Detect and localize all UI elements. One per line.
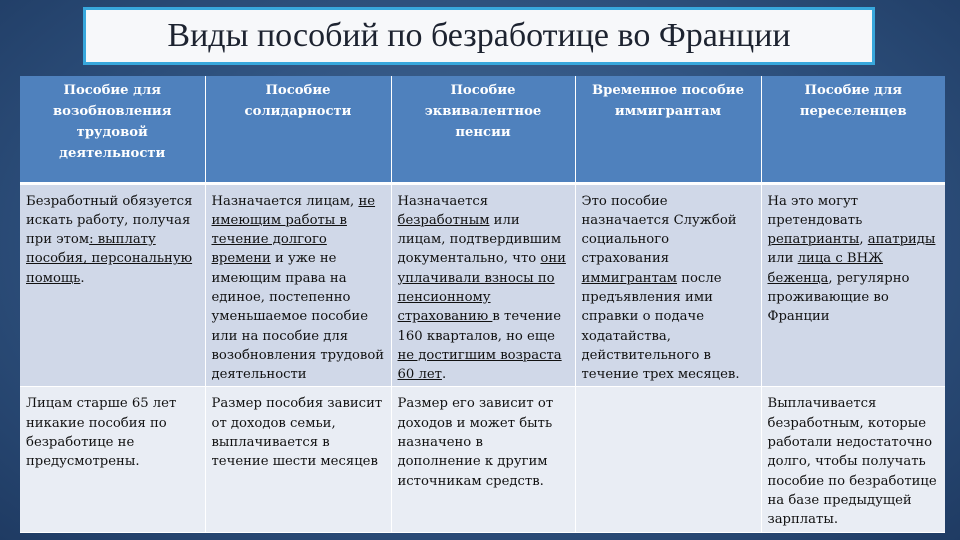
underlined-text: они уплачивали взносы по пенсионному страхованию — [397, 251, 566, 325]
table-cell — [205, 183, 391, 387]
header-cell: Пособие для переселенцев — [761, 76, 945, 183]
cell-text: или лицам, подтвердившим документально, что — [397, 212, 562, 267]
cell-text: Назначается — [397, 193, 489, 209]
underlined-text: апатриды — [867, 232, 936, 248]
cell-text: или — [767, 251, 798, 267]
table-cell — [20, 183, 205, 387]
cell-text: . — [441, 367, 447, 383]
cell-text: в течение 160 кварталов, но еще — [397, 309, 562, 344]
table-cell — [575, 183, 761, 387]
table-row — [20, 183, 945, 387]
slide-title: Виды пособий по безработице во Франции — [167, 17, 791, 54]
cell-text: , регулярно проживающие во Франции — [767, 270, 910, 325]
cell-text: Безработный обязуется искать работу, получая при этом — [26, 193, 193, 248]
underlined-text: безработным — [397, 212, 490, 228]
benefits-table — [20, 76, 945, 533]
cell-text: после предъявления ими справки о подаче ходатайства, действительного в течение трех месяцев. — [581, 270, 740, 383]
header-cell: Временное пособие иммигрантам — [575, 76, 761, 183]
cell-text: , — [859, 232, 868, 248]
table-row — [20, 387, 945, 533]
header-row — [20, 76, 945, 183]
underlined-text: : выплату пособия, персональную помощь — [26, 232, 193, 286]
underlined-text: не имеющим работы в течение долгого времени — [211, 193, 376, 267]
header-cell: Пособие солидарности — [205, 76, 391, 183]
title-box — [83, 7, 875, 65]
table-cell: Размер пособия зависит от доходов семьи, выплачивается в течение шести месяцев — [205, 387, 391, 533]
underlined-text: репатрианты — [767, 232, 860, 248]
table-cell — [391, 183, 575, 387]
underlined-text: не достигшим возраста 60 лет — [397, 347, 562, 383]
header-cell: Пособие эквивалентное пенсии — [391, 76, 575, 183]
table-cell: Лицам старше 65 лет никакие пособия по безработице не предусмотрены. — [20, 387, 205, 533]
table-cell: Размер его зависит от доходов и может быть назначено в дополнение к другим источникам средств. — [391, 387, 575, 533]
cell-text: Это пособие назначается Службой социального страхования — [581, 193, 737, 267]
cell-text: На это могут претендовать — [767, 193, 863, 228]
underlined-text: лица с ВНЖ беженца — [767, 251, 883, 286]
table-cell: Выплачивается безработным, которые работали недостаточно долго, чтобы получать пособие по безработице на базе предыдущей зарплаты. — [761, 387, 945, 533]
table-cell — [575, 387, 761, 533]
cell-text: Назначается лицам, — [211, 193, 359, 209]
header-cell: Пособие для возобновления трудовой деятельности — [20, 76, 205, 183]
table-cell — [761, 183, 945, 387]
cell-text: . — [80, 270, 85, 286]
underlined-text: иммигрантам — [581, 270, 678, 286]
cell-text: и уже не имеющим права на единое, постепенно уменьшаемое пособие или на пособие для возобновления трудовой деятельности — [211, 251, 385, 383]
